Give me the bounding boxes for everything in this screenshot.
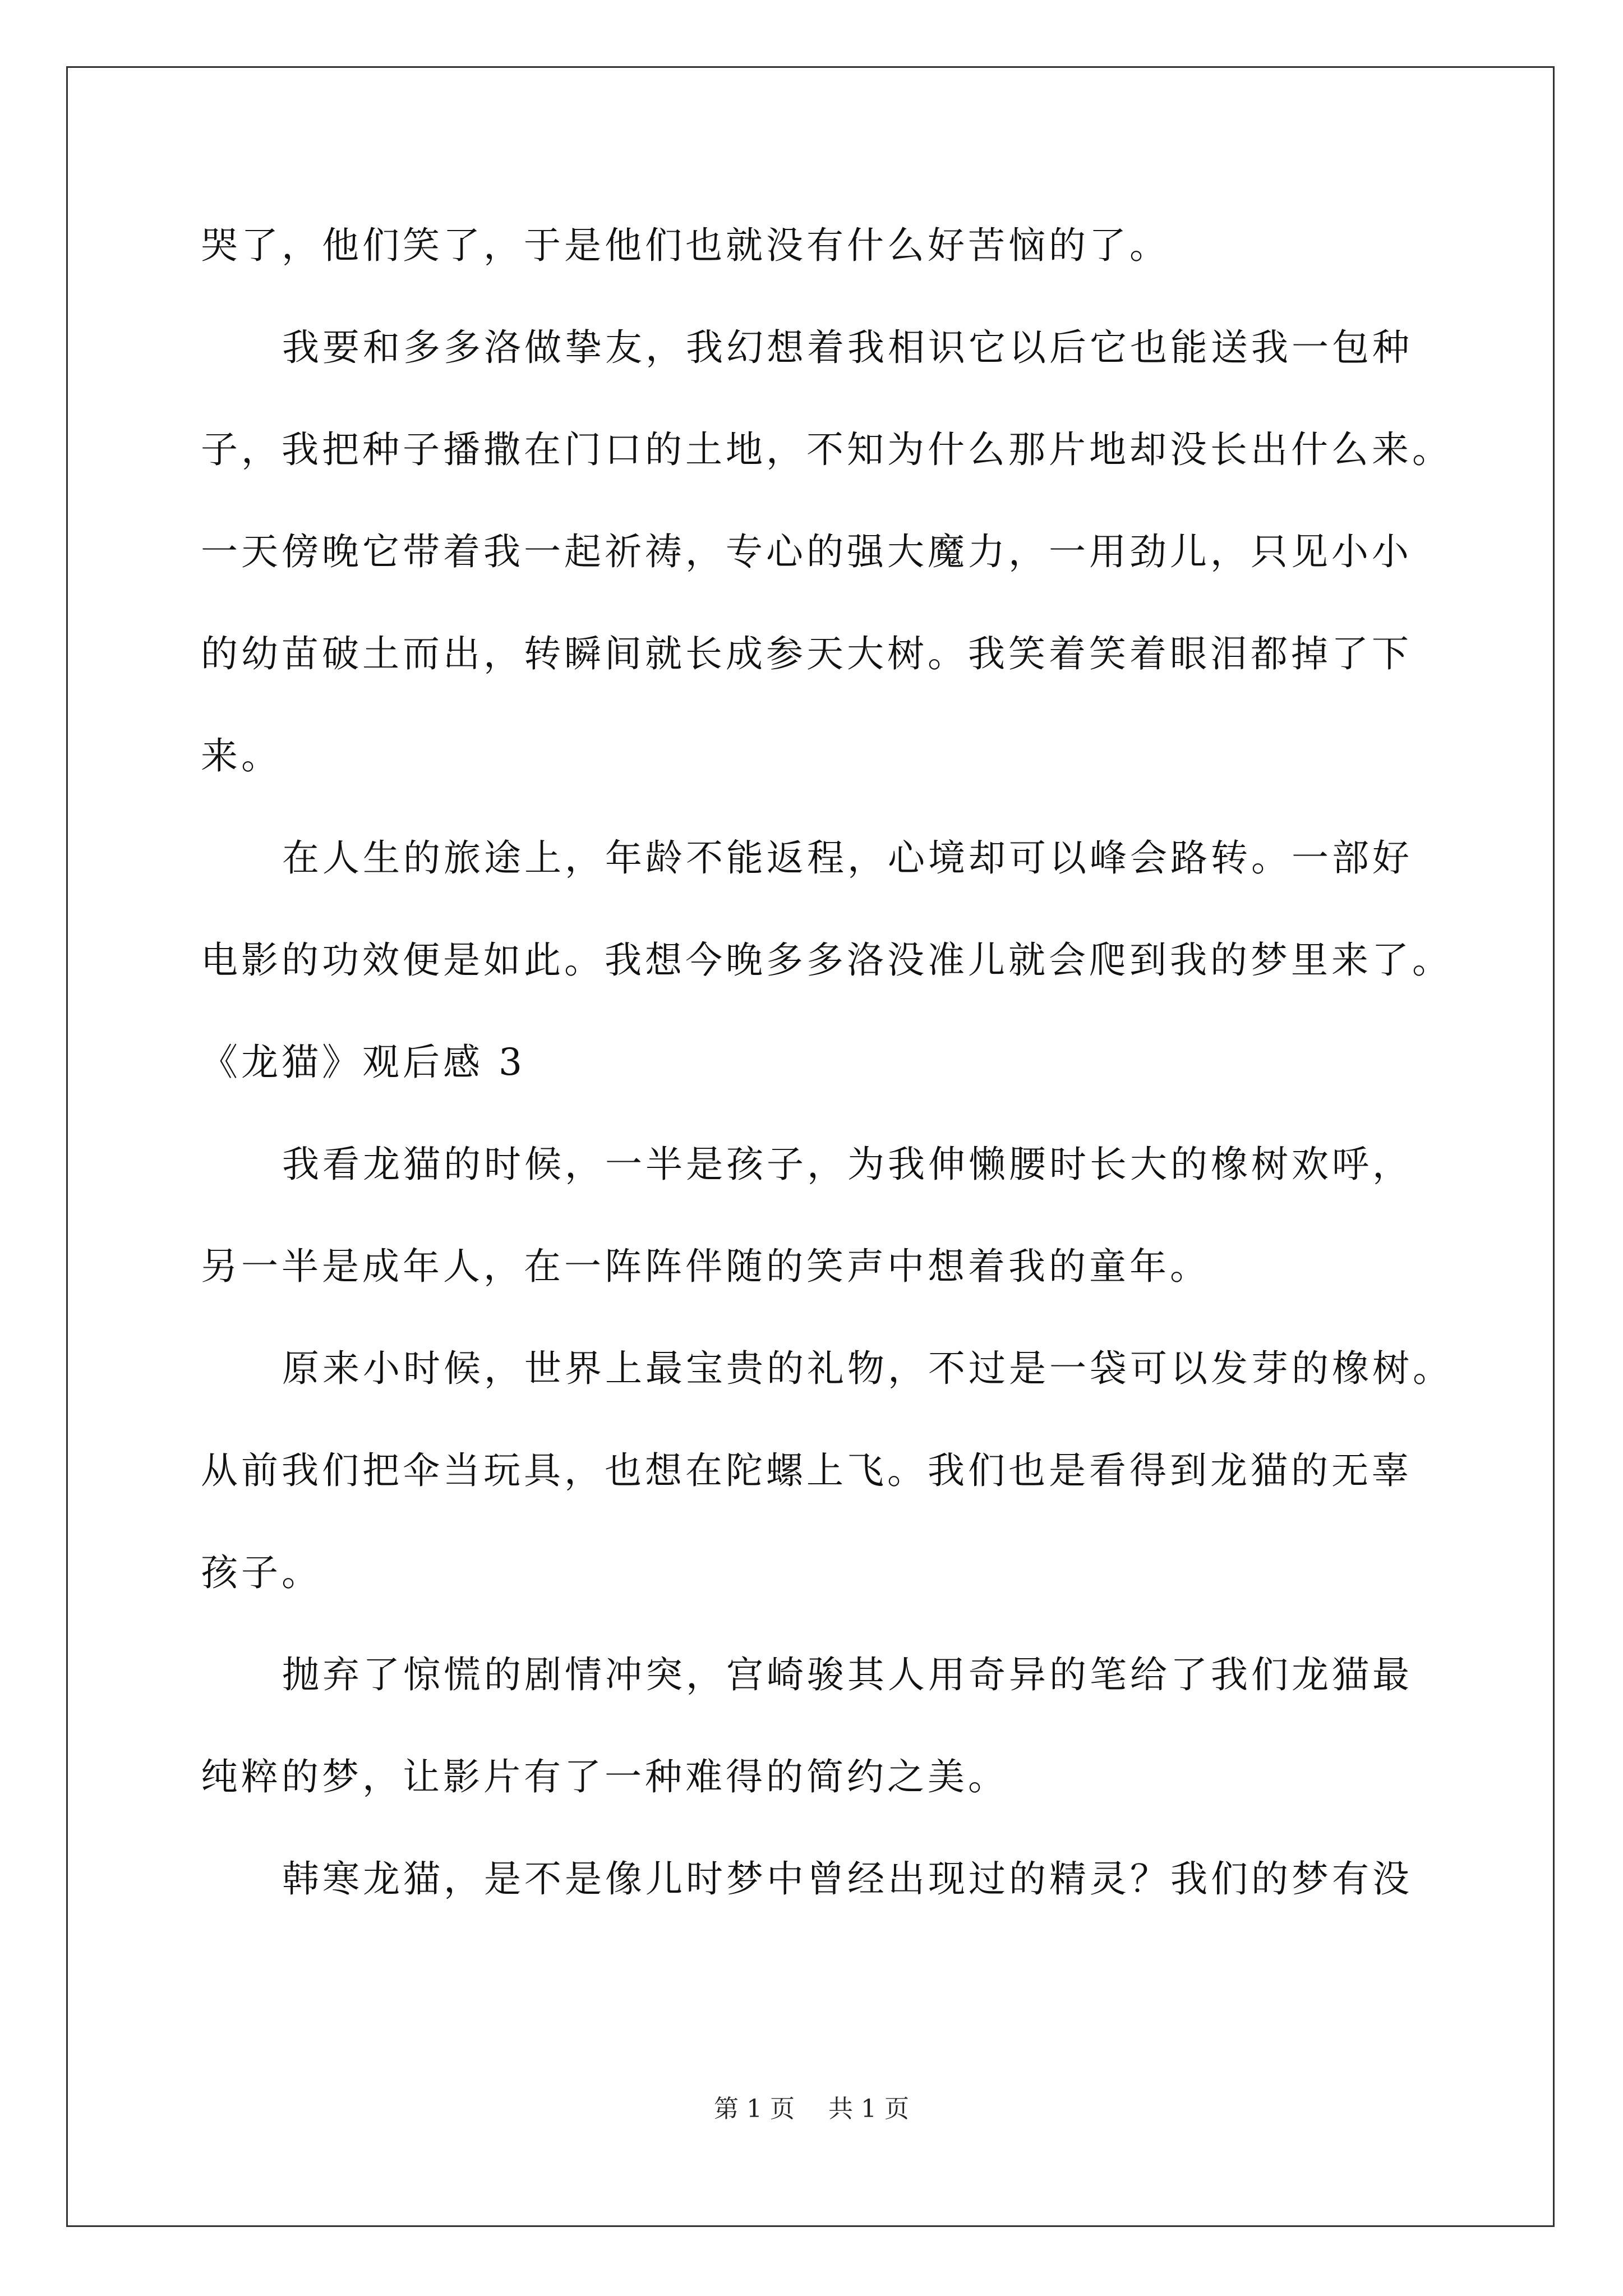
text-line: 从前我们把伞当玩具，也想在陀螺上飞。我们也是看得到龙猫的无辜: [201, 1449, 1412, 1492]
text-line: 我要和多多洛做挚友，我幻想着我相识它以后它也能送我一包种: [282, 326, 1413, 369]
document-body: [201, 212, 1453, 1948]
text-line: 哭了，他们笑了，于是他们也就没有什么好苦恼的了。: [201, 224, 1170, 267]
text-line: 电影的功效便是如此。我想今晚多多洛没准儿就会爬到我的梦里来了。: [201, 938, 1453, 982]
section-heading: 《龙猫》观后感 3: [201, 1041, 525, 1084]
text-line: 原来小时候，世界上最宝贵的礼物，不过是一袋可以发芽的橡树。: [282, 1347, 1453, 1390]
page-total: 共 1 页: [828, 2095, 909, 2123]
text-line: 在人生的旅途上，年龄不能返程，心境却可以峰会路转。一部好: [282, 836, 1413, 880]
text-line: 的幼苗破土而出，转瞬间就长成参天大树。我笑着笑着眼泪都掉了下: [201, 632, 1412, 675]
text-line: 子，我把种子播撒在门口的土地，不知为什么那片地却没长出什么来。: [201, 428, 1453, 471]
text-line: 孩子。: [201, 1551, 322, 1594]
text-line: 来。: [201, 734, 282, 777]
text-line: 抛弃了惊慌的剧情冲突，宫崎骏其人用奇异的笔给了我们龙猫最: [282, 1653, 1413, 1696]
text-line: 纯粹的梦，让影片有了一种难得的简约之美。: [201, 1755, 1008, 1798]
text-line: 韩寒龙猫，是不是像儿时梦中曾经出现过的精灵？我们的梦有没: [282, 1857, 1413, 1901]
page-number: 第 1 页: [714, 2095, 795, 2123]
page-footer: [0, 2092, 1623, 2126]
text-line: 另一半是成年人，在一阵阵伴随的笑声中想着我的童年。: [201, 1245, 1210, 1288]
text-line: 一天傍晚它带着我一起祈祷，专心的强大魔力，一用劲儿，只见小小: [201, 530, 1412, 573]
text-line: 我看龙猫的时候，一半是孩子，为我伸懒腰时长大的橡树欢呼，: [282, 1143, 1413, 1186]
